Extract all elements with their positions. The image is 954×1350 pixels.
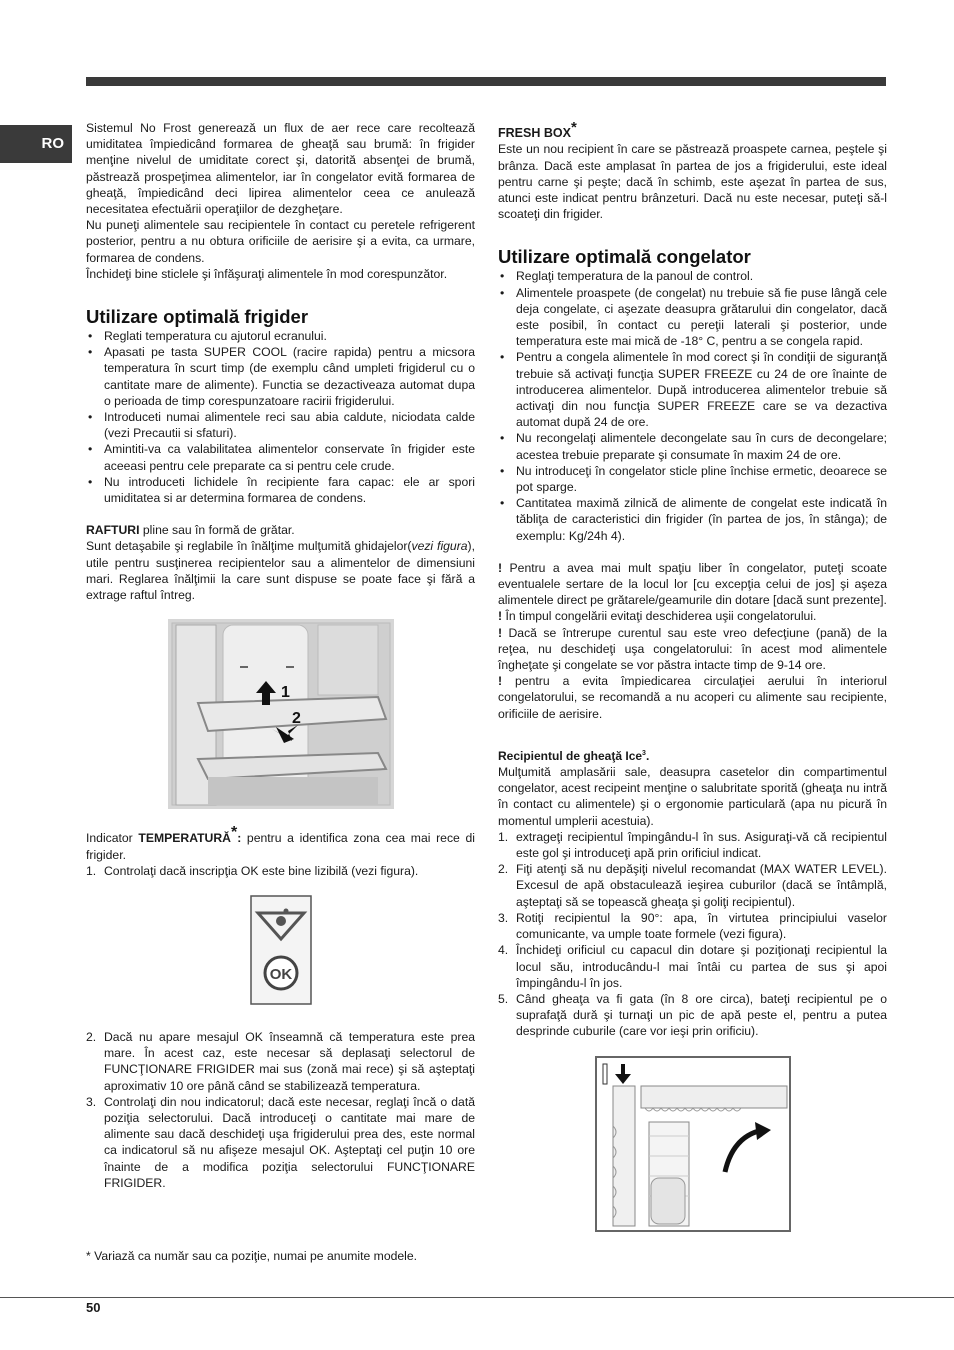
page-number: 50 [86, 1300, 101, 1315]
indicator-steps-1 [86, 863, 475, 879]
step-number: 3. [86, 1094, 97, 1109]
indicator-colon: : [237, 831, 242, 846]
right-column [498, 120, 887, 1232]
freshbox-heading [498, 120, 887, 141]
step-number: 5. [498, 991, 509, 1006]
step-number: 1. [86, 863, 97, 878]
warning-mark: ! [498, 609, 503, 624]
shelves-figure-ref: vezi figura [411, 539, 468, 554]
list-item [498, 861, 887, 910]
ice-title: Recipientul de gheaţă Ice [498, 748, 643, 763]
indicator-text: pentru a identifica zona cea mai rece di frigider. [86, 831, 475, 862]
warning-paragraph [498, 608, 887, 624]
indicator-pre: Indicator [86, 831, 139, 846]
list-item [86, 863, 475, 879]
shelves-paragraph [86, 538, 475, 603]
warning-mark: ! [498, 560, 503, 575]
shelves-text: pline sau în formă de grătar. [139, 523, 295, 538]
ice-paragraph: Mulţumită amplasării sale, deasupra casetelor din compartimentul congelator, acest recipeint menţine o salubritate sporită (gheaţa nu intră în contact cu alimentele) şi o ergonomie particulară (apa nu picură în momentul umplerii acestuia). [498, 765, 887, 828]
list-item: • Apasati pe tasta SUPER COOL (racire rapida) pentru a micsora temperatura în scurt timp (de exemplu când umpleti frigiderul cu o cantitate mare de alimente). Functia se dezactiveaza automat dupa o perioada de timp corespunzatoare racirii frigiderului. [86, 344, 475, 409]
list-item: • Amintiti-va ca valabilitatea alimentelor conservate în frigider este aceeasi pentru cele preparate ca si pentru cele crude. [86, 441, 475, 473]
shelves-text-1: Sunt detaşabile şi reglabile în înălţime mulţumită ghidajelor( [86, 539, 412, 554]
warning-text: Pentru a avea mai mult spaţiu liber în congelator, puteţi scoate eventualele sertare de la locul lor [cu excepţia celui de jos] şi aşeza alimentele direct pe grătarele/geamurile din dotare [dacă sunt prezente]. [498, 560, 888, 608]
list-item: • Reglaţi temperatura de la panoul de control. [498, 268, 887, 284]
shelves-intro [86, 522, 475, 538]
figure-label-2: 2 [291, 710, 301, 728]
step-number: 1. [498, 829, 509, 844]
intro-paragraph: Nu puneţi alimentele sau recipientele în contact cu peretele refrigerent posterior, pentru a nu obtura orificiile de aerisire şi a evita, ca urmare, formarea de condens. [86, 218, 475, 265]
step-text: Închideţi orificiul cu capacul din dotare şi poziţionaţi recipientul la locul său, introducându-l mai întâi cu partea de sus şi apoi împingându-l în jos. [516, 943, 887, 990]
step-text: Controlaţi din nou indicatorul; dacă este necesar, reglaţi încă o dată poziţia selectorului. Dacă introduceţi o cantitate mai mare de alimente sau dacă deschideţi uşa frigiderului prea des, este normal ca indicatorul să nu afişeze mesajul OK. Aşteptaţi cel puţin 10 ore înainte de a modifica poziţia selectorului FUNCŢIONARE FRIGIDER. [104, 1094, 475, 1190]
step-text: Controlaţi dacă inscripţia OK este bine lizibilă (vezi figura). [104, 863, 419, 878]
list-item: • Cantitatea maximă zilnică de alimente de congelat este indicată în tăbliţa de caracteristici din frigider (în partea de jos, în stânga); de exemplu: Kg/24h 4). [498, 495, 887, 544]
warning-paragraph [498, 625, 887, 674]
freshbox-title: FRESH BOX [498, 126, 571, 141]
ice-superscript: 3 [642, 749, 646, 757]
intro-paragraph: Sistemul No Frost generează un flux de aer rece care recoltează umiditatea împiedicând formarea de gheaţă sau brumă: în frigider menţine nivelul de umiditate corect şi, datorită absenţei de brumă, păstrează prospeţimea alimentelor, iar în congelator evită formarea de gheaţă, împiedicând deci lipirea alimentelor ceea ce anulează necesitatea efectuării operaţiilor de dezgheţare. [86, 121, 475, 217]
freezer-bullet-list [498, 268, 887, 543]
fridge-bullet-list [86, 328, 475, 506]
step-text: Rotiţi recipientul la 90°: apa, în virtutea principiului vaselor comunicante, va umple toate formele (vezi figura). [516, 910, 887, 942]
footnote: * Variază ca număr sau ca poziţie, numai pe anumite modele. [86, 1249, 418, 1263]
list-item: • Nu introduceti lichidele în recipiente fara capac: ele ar spori umiditatea si ar determina formarea de condens. [86, 474, 475, 506]
step-text: Dacă nu apare mesajul OK înseamnă că temperatura este prea mare. În acest caz, este necesar să deplasaţi selectorul de FUNCŢIONARE FRIGIDER mai sus (zonă mai rece) şi să aşteptaţi aproximativ 10 ore până când se stabilizează temperatura. [104, 1029, 475, 1093]
temperature-indicator-illustration [250, 895, 312, 1005]
step-number: 2. [498, 862, 509, 877]
warning-text: pentru a evita împiedicarea circulaţiei aerului în interiorul congelatorului, se recomandă a nu acoperi cu alimente sau recipiente, orificiile de aerisire. [498, 674, 888, 721]
list-item: • Nu introduceţi în congelator sticle pline închise ermetic, deoarece se pot sparge. [498, 463, 887, 495]
list-item [498, 991, 887, 1040]
language-tab: RO [0, 125, 72, 163]
warning-paragraph [498, 673, 887, 722]
freshbox-paragraph: Este un nou recipient în care se păstrează proaspete carnea, peştele şi brânza. Dacă este amplasat în partea de jos a frigiderului, este ideal pentru carne şi peşte; dacă în schimb, este aşezat în partea de sus, atunci este indicat pentru brânzeturi. Dacă nu este necesar, puteţi să-l scoateţi din frigider. [498, 142, 887, 222]
footer-rule [0, 1297, 954, 1298]
left-column [86, 120, 475, 1191]
indicator-steps-2 [86, 1029, 475, 1191]
top-rule [86, 77, 886, 86]
shelf-adjust-illustration [168, 619, 394, 809]
indicator-paragraph [86, 825, 475, 862]
indicator-star: * [230, 824, 238, 842]
ice-dot: . [645, 748, 650, 763]
fridge-heading: Utilizare optimală frigider [86, 306, 309, 328]
shelves-text-2: ), utile pentru susţinerea recipientelor sau a alimentelor de dimensiuni mari. Reglarea înălţimii la care sunt dispuse se poate face şi fără a extrage raftul întreg. [86, 539, 475, 603]
freezer-heading: Utilizare optimală congelator [498, 246, 751, 268]
step-text: extrageţi recipientul împingându-l în sus. Asiguraţi-vă că recipientul este gol şi introduceţi apă prin orificiul indicat. [516, 829, 887, 861]
list-item: • Introduceti numai alimentele reci sau abia caldute, niciodata calde (vezi Precautii si sfaturi). [86, 409, 475, 441]
list-item: • Alimentele proaspete (de congelat) nu trebuie să fie puse lângă cele deja congelate, ci aşezate deasupra grătarului din congelator, dacă este posibil, în contact cu pereţii laterali şi posterior, unde temperatura este mai mică de -18° C, pentru a se congela rapid. [498, 285, 887, 350]
step-number: 2. [86, 1029, 97, 1044]
list-item: • Reglati temperatura cu ajutorul ecranului. [86, 328, 475, 344]
shelves-label: RAFTURI [86, 523, 140, 538]
ice-heading [498, 746, 887, 764]
list-item [498, 829, 887, 861]
ice-tray-illustration [595, 1056, 791, 1232]
step-text: Când gheaţa va fi gata (în 8 ore circa), bateţi recipientul pe o suprafaţă dură şi turnaţi un pic de apă peste el, pentru a putea desprinde cuburile (care vor ieşi prin orificiu). [516, 991, 887, 1039]
list-item: • Pentru a congela alimentele în mod corect şi în condiţii de siguranţă trebuie să activaţi funcţia SUPER FREEZE cu 24 de ore înainte de introducerea alimentelor. După introducerea alimentelor trebuie să activaţi din nou funcţia SUPER FREEZE care se va dezactiva automat după 24 de ore. [498, 349, 887, 430]
freshbox-star: * [570, 119, 577, 136]
ice-steps [498, 829, 887, 1040]
warning-text: Dacă se întrerupe curentul sau este vreo defecţiune (pană) de la reţea, nu deschideţi uşa congelatorului: în acest mod alimentele îngheţate şi congelate se vor păstra intacte timp de 9-14 ore. [498, 625, 887, 673]
list-item: • Nu recongelaţi alimentele decongelate sau în curs de decongelare; acestea trebuie preparate şi consumate în maxim 24 de ore. [498, 430, 887, 462]
step-number: 4. [498, 943, 509, 958]
list-item [498, 942, 887, 991]
step-number: 3. [498, 910, 509, 925]
list-item [86, 1029, 475, 1094]
warning-text: În timpul congelării evitaţi deschiderea uşii congelatorului. [505, 609, 817, 624]
warning-paragraph [498, 560, 887, 609]
list-item [86, 1094, 475, 1191]
ok-label: OK [269, 965, 292, 983]
list-item [498, 910, 887, 942]
intro-paragraph: Închideţi bine sticlele şi înfăşuraţi alimentele în mod corespunzător. [86, 266, 448, 281]
warning-mark: ! [498, 625, 503, 640]
warning-mark: ! [498, 674, 503, 689]
figure-label-1: 1 [280, 684, 290, 702]
indicator-label: TEMPERATURĂ [138, 831, 231, 846]
step-text: Fiţi atenţi să nu depăşiţi nivelul recomandat (MAX WATER LEVEL). Excesul de apă obstaculează ieşirea cuburilor (dacă se întâmplă, aşteptaţi să se topească gheaţa şi goliţi recipientul). [516, 862, 887, 909]
